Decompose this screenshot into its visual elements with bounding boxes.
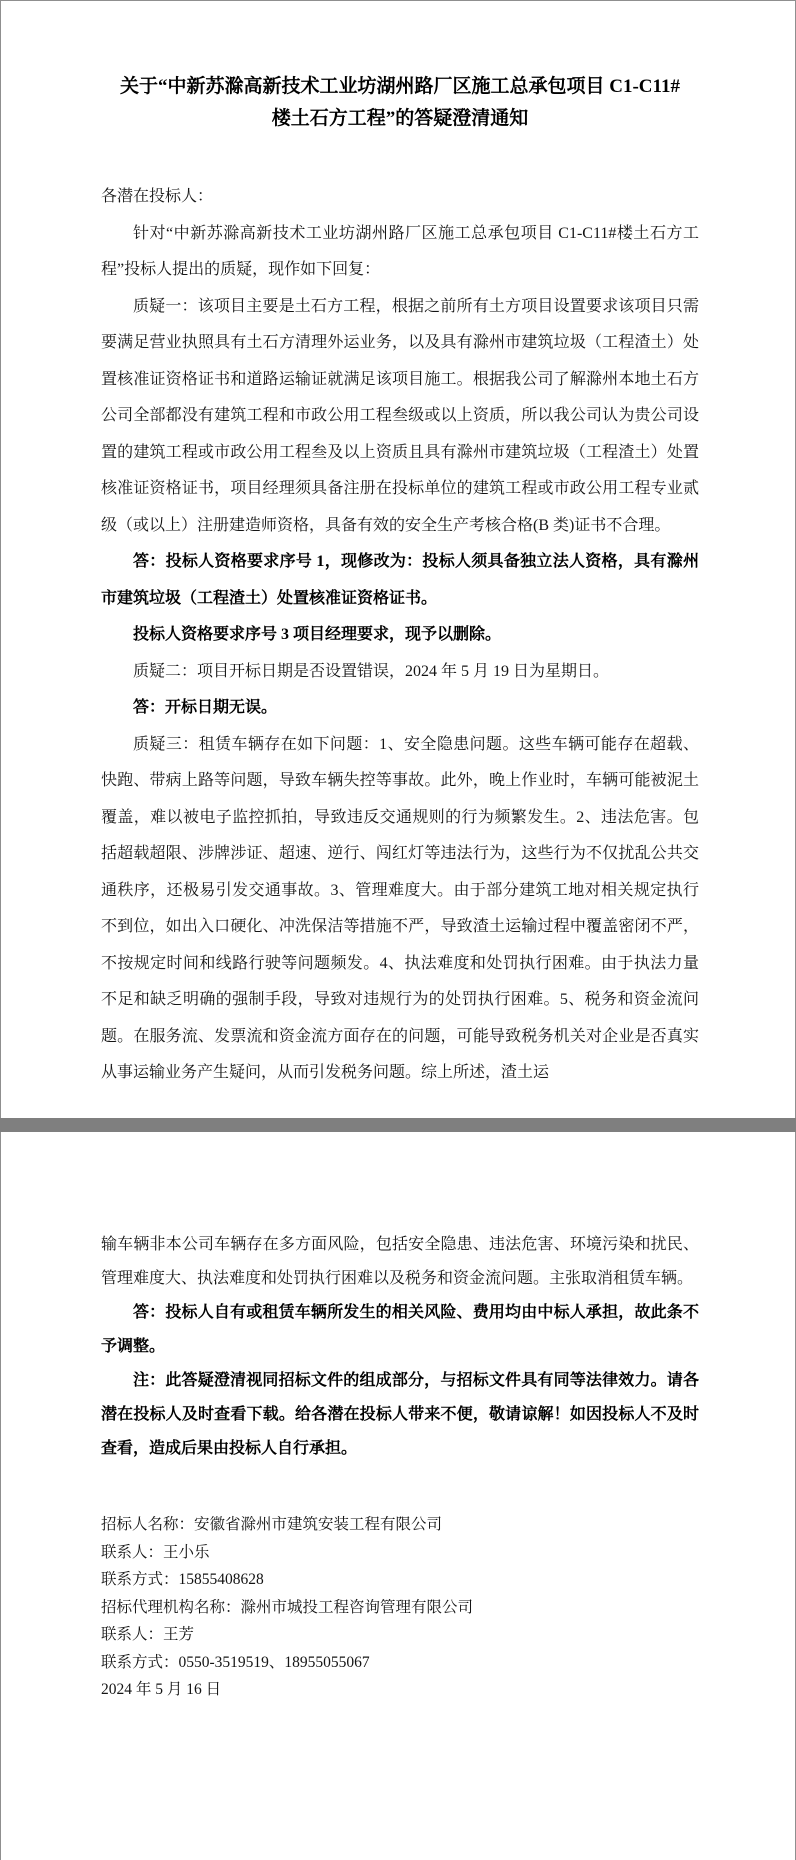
question-2-paragraph: 质疑二：项目开标日期是否设置错误，2024 年 5 月 19 日为星期日。 xyxy=(133,662,610,680)
contact-person-line-2: 联系人：王芳 xyxy=(101,1626,195,1643)
tenderer-name-line: 招标人名称：安徽省滁州市建筑安装工程有限公司 xyxy=(101,1516,443,1533)
question-3-continuation-paragraph: 输车辆非本公司车辆存在多方面风险，包括安全隐患、违法危害、环境污染和扰民、管理难度大、执法难度和处罚执行困难以及税务和资金流问题。主张取消租赁车辆。 xyxy=(101,1236,699,1287)
contact-person-line-1: 联系人：王小乐 xyxy=(101,1543,210,1561)
page-1-body xyxy=(101,179,699,1092)
contact-number-line-1: 联系方式：15855408628 xyxy=(101,1571,264,1588)
document-title: 关于“中新苏滁高新技术工业坊湖州路厂区施工总承包项目 C1-C11#楼土石方工程”的答疑澄清通知 xyxy=(120,76,680,129)
intro-paragraph: 针对“中新苏滁高新技术工业坊湖州路厂区施工总承包项目 C1-C11#楼土石方工程”投标人提出的质疑，现作如下回复： xyxy=(101,224,699,278)
note-paragraph: 注：此答疑澄清视同招标文件的组成部分，与招标文件具有同等法律效力。请各潜在投标人及时查看下载。给各潜在投标人带来不便，敬请谅解！如因投标人不及时查看，造成后果由投标人自行承担。 xyxy=(101,1372,699,1457)
contact-footer xyxy=(101,1511,699,1704)
contact-number-line-2: 联系方式：0550-3519519、18955055067 xyxy=(101,1653,370,1671)
answer-1-deletion-paragraph: 投标人资格要求序号 3 项目经理要求，现予以删除。 xyxy=(133,626,502,643)
page-break-separator xyxy=(0,1118,796,1132)
answer-3-paragraph: 答：投标人自有或租赁车辆所发生的相关风险、费用均由中标人承担，故此条不予调整。 xyxy=(101,1304,699,1355)
document-date-line: 2024 年 5 月 16 日 xyxy=(101,1681,222,1698)
agency-name-line: 招标代理机构名称：滁州市城投工程咨询管理有限公司 xyxy=(101,1598,474,1616)
salutation-line: 各潜在投标人： xyxy=(101,188,214,205)
question-1-paragraph: 质疑一：该项目主要是土石方工程，根据之前所有土方项目设置要求该项目只需要满足营业执照具有土石方清理外运业务，以及具有滁州市建筑垃圾（工程渣土）处置核准证资格证书和道路运输证就满足该项目施工。根据我公司了解滁州本地土石方公司全部都没有建筑工程和市政公用工程叁级或以上资质，所以我公司认为贵公司设置的建筑工程或市政公用工程叁及以上资质且具有滁州市建筑垃圾（工程渣土）处置核准证资格证书，项目经理须具备注册在投标单位的建筑工程或市政公用工程专业贰级（或以上）注册建造师资格，具备有效的安全生产考核合格(B 类)证书不合理。 xyxy=(101,297,699,534)
answer-2-paragraph: 答：开标日期无误。 xyxy=(133,699,278,716)
document-page-2 xyxy=(0,1132,796,1860)
answer-1-paragraph: 答：投标人资格要求序号 1，现修改为：投标人须具备独立法人资格，具有滁州市建筑垃圾（工程渣土）处置核准证资格证书。 xyxy=(101,553,699,607)
page-2-body xyxy=(101,1228,699,1466)
question-3-paragraph: 质疑三：租赁车辆存在如下问题：1、安全隐患问题。这些车辆可能存在超载、快跑、带病上路等问题，导致车辆失控等事故。此外，晚上作业时，车辆可能被泥土覆盖，难以被电子监控抓拍，导致违反交通规则的行为频繁发生。2、违法危害。包括超载超限、涉牌涉证、超速、逆行、闯红灯等违法行为，这些行为不仅扰乱公共交通秩序，还极易引发交通事故。3、管理难度大。由于部分建筑工地对相关规定执行不到位，如出入口硬化、冲洗保洁等措施不严，导致渣土运输过程中覆盖密闭不严，不按规定时间和线路行驶等问题频发。4、执法难度和处罚执行困难。由于执法力量不足和缺乏明确的强制手段，导致对违规行为的处罚执行困难。5、税务和资金流问题。在服务流、发票流和资金流方面存在的问题，可能导致税务机关对企业是否真实从事运输业务产生疑问，从而引发税务问题。综上所述，渣土运 xyxy=(101,735,699,1081)
